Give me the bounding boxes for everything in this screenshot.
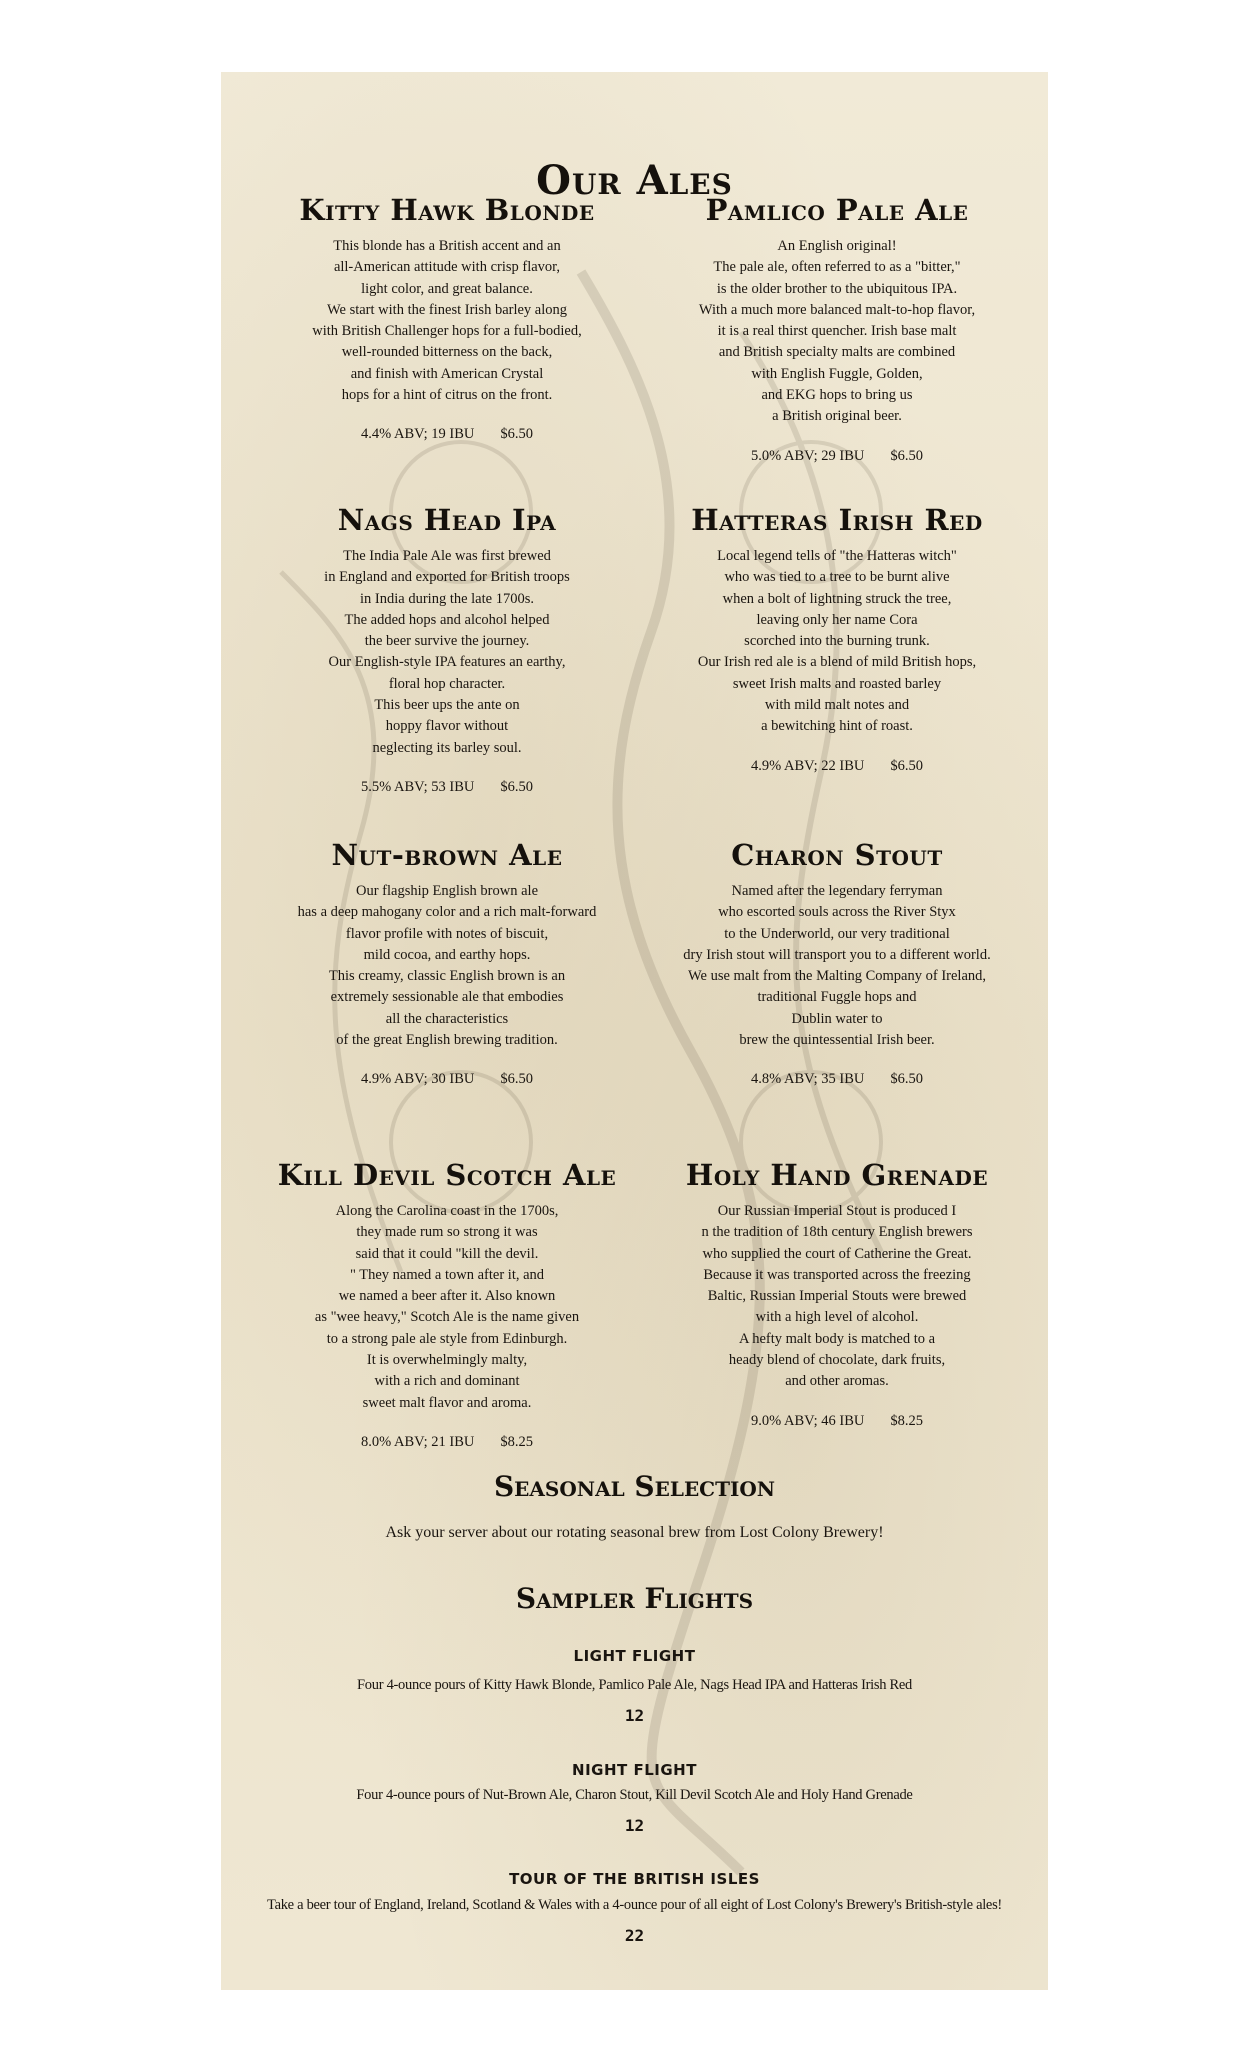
ale-abv-ibu: 4.8% ABV; 35 IBU: [751, 1071, 865, 1088]
ale-nut-brown-ale: [257, 837, 637, 1088]
ale-name: Charon Stout: [731, 838, 943, 872]
ale-description: Along the Carolina coast in the 1700s, they made rum so strong it was said that it could "kill the devil. " They named a town after it, and we named a beer after it. Also known as "wee heavy," Scotch Ale is the name given to a strong pale ale style from Edinburgh. It is overwhelmingly malty, with a rich and dominant sweet malt flavor and aroma.: [314, 1203, 580, 1411]
flight-description: Take a beer tour of England, Ireland, Scotland & Wales with a 4-ounce pour of all eight of Lost Colony's Brewery's British-style ales!: [267, 1897, 1002, 1913]
ale-hatteras-irish-red: [647, 502, 1027, 775]
ale-specs: [257, 1434, 637, 1451]
ale-name: Kill Devil Scotch Ale: [277, 1158, 617, 1192]
ale-price: $6.50: [500, 426, 533, 443]
ale-specs: [257, 779, 637, 796]
sampler-title: Sampler Flights: [515, 1582, 754, 1615]
ale-name: Nut-brown Ale: [331, 838, 563, 872]
flight-name: TOUR OF THE BRITISH ISLES: [509, 1870, 760, 1888]
ale-abv-ibu: 4.4% ABV; 19 IBU: [361, 426, 475, 443]
flight-name: NIGHT FLIGHT: [572, 1761, 697, 1779]
ale-nags-head-ipa: [257, 502, 637, 796]
page-title: Our Ales: [536, 157, 733, 204]
ale-specs: [647, 1071, 1027, 1088]
ale-name: Kitty Hawk Blonde: [299, 193, 595, 227]
ale-name: Holy Hand Grenade: [685, 1158, 989, 1192]
ale-price: $6.50: [500, 1071, 533, 1088]
ale-price: $8.25: [500, 1433, 533, 1450]
ale-description: The India Pale Ale was first brewed in England and exported for British troops in India during the late 1700s. The added hops and alcohol helped the beer survive the journey. Our English-style IPA features an earthy, floral hop character. This beer ups the ante on hoppy flavor without neglecting its barley soul.: [324, 548, 570, 756]
ale-abv-ibu: 5.5% ABV; 53 IBU: [361, 778, 475, 795]
flight-price: 12: [624, 1816, 645, 1835]
ale-description: Our Russian Imperial Stout is produced I n the tradition of 18th century English brewers who supplied the court of Catherine the Great. Because it was transported across the freezing Baltic, Russian Imperial Stouts were brewed with a high level of alcohol. A hefty malt body is matched to a heady blend of chocolate, dark fruits, and other aromas.: [701, 1203, 973, 1390]
ale-description: Named after the legendary ferryman who escorted souls across the River Styx to the Underworld, our very traditional dry Irish stout will transport you to a different world. We use malt from the Malting Company of Ireland, traditional Fuggle hops and Dublin water to brew the quintessential Irish beer.: [683, 883, 991, 1049]
ale-abv-ibu: 9.0% ABV; 46 IBU: [751, 1412, 865, 1429]
ale-name: Nags Head Ipa: [337, 503, 557, 537]
ale-price: $6.50: [890, 447, 923, 464]
ale-abv-ibu: 4.9% ABV; 30 IBU: [361, 1071, 475, 1088]
ale-name: Pamlico Pale Ale: [705, 193, 969, 227]
ale-holy-hand-grenade: [647, 1157, 1027, 1430]
flight-price: 12: [624, 1706, 645, 1725]
flight-description: Four 4-ounce pours of Kitty Hawk Blonde, Pamlico Pale Ale, Nags Head IPA and Hatteras Irish Red: [357, 1677, 912, 1693]
ale-kill-devil-scotch-ale: [257, 1157, 637, 1451]
ale-abv-ibu: 8.0% ABV; 21 IBU: [361, 1433, 475, 1450]
ale-price: $6.50: [500, 778, 533, 795]
ale-specs: [647, 758, 1027, 775]
ale-description: An English original! The pale ale, often referred to as a "bitter," is the older brother to the ubiquitous IPA. With a much more balanced malt-to-hop flavor, it is a real thirst quencher. Irish base malt and British specialty malts are combined with English Fuggle, Golden, and EKG hops to bring us a British original beer.: [698, 238, 976, 425]
menu-page: [221, 72, 1048, 1990]
seasonal-text: Ask your server about our rotating seasonal brew from Lost Colony Brewery!: [385, 1524, 884, 1541]
ale-kitty-hawk-blonde: [257, 192, 637, 443]
ale-pamlico-pale-ale: [647, 192, 1027, 465]
seasonal-title: Seasonal Selection: [493, 1470, 776, 1503]
ale-specs: [647, 1413, 1027, 1430]
flight-description: Four 4-ounce pours of Nut-Brown Ale, Charon Stout, Kill Devil Scotch Ale and Holy Hand Grenade: [356, 1787, 913, 1803]
ale-abv-ibu: 4.9% ABV; 22 IBU: [751, 757, 865, 774]
ale-price: $6.50: [890, 1071, 923, 1088]
ale-specs: [257, 426, 637, 443]
ale-abv-ibu: 5.0% ABV; 29 IBU: [751, 447, 865, 464]
ale-description: Our flagship English brown ale has a deep mahogany color and a rich malt-forward flavor profile with notes of biscuit, mild cocoa, and earthy hops. This creamy, classic English brown is an extremely sessionable ale that embodies all the characteristics of the great English brewing tradition.: [297, 883, 597, 1049]
ale-name: Hatteras Irish Red: [691, 503, 983, 537]
ale-description: This blonde has a British accent and an all-American attitude with crisp flavor, light color, and great balance. We start with the finest Irish barley along with British Challenger hops for a full-bodied, well-rounded bitterness on the back, and finish with American Crystal hops for a hint of citrus on the front.: [312, 238, 582, 404]
ale-specs: [647, 448, 1027, 465]
ale-price: $8.25: [890, 1412, 923, 1429]
flight-price: 22: [624, 1926, 645, 1945]
ale-specs: [257, 1071, 637, 1088]
ale-price: $6.50: [890, 757, 923, 774]
ale-charon-stout: [647, 837, 1027, 1088]
flight-name: LIGHT FLIGHT: [573, 1647, 696, 1665]
ale-description: Local legend tells of "the Hatteras witch" who was tied to a tree to be burnt alive when a bolt of lightning struck the tree, leaving only her name Cora scorched into the burning trunk. Our Irish red ale is a blend of mild British hops, sweet Irish malts and roasted barley with mild malt notes and a bewitching hint of roast.: [697, 548, 977, 735]
